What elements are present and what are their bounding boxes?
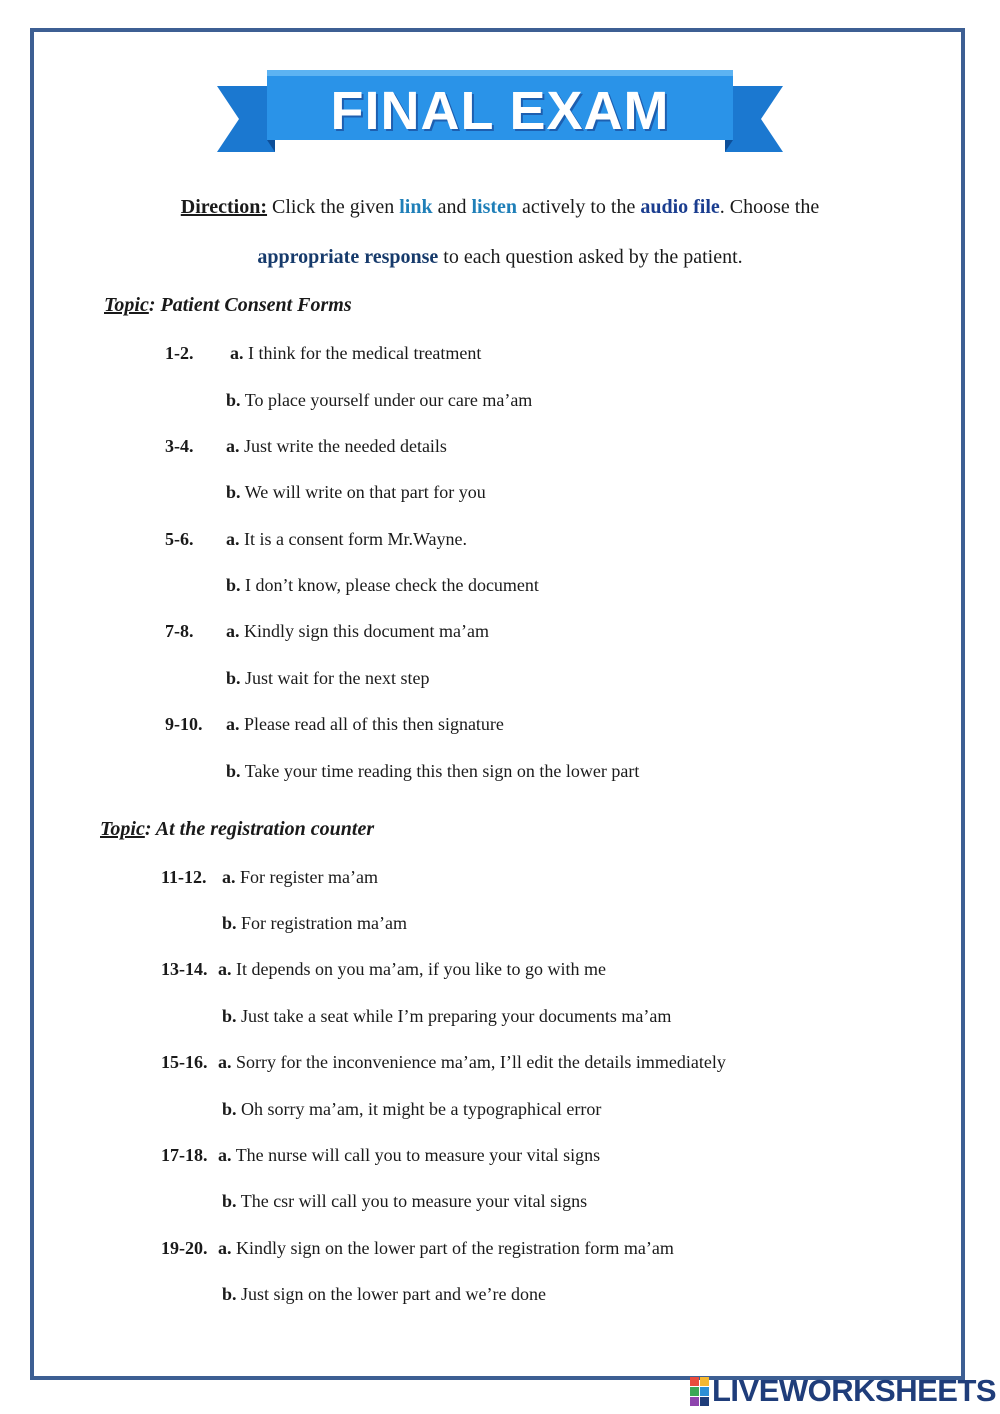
option-text: Just sign on the lower part and we’re done <box>241 1284 546 1304</box>
topic-title: : At the registration counter <box>144 818 375 840</box>
option-text: Take your time reading this then sign on the lower part <box>244 761 640 781</box>
direction-text: and <box>432 196 472 218</box>
option-label: a. <box>218 1238 232 1258</box>
option-label: a. <box>230 343 244 363</box>
option-label: b. <box>226 390 241 410</box>
option-text: Just wait for the next step <box>245 668 430 688</box>
option-b[interactable] <box>222 1005 671 1027</box>
option-a[interactable] <box>226 620 489 642</box>
option-b[interactable] <box>226 760 639 782</box>
question-number: 15-16. <box>161 1052 208 1072</box>
title-banner <box>217 68 783 156</box>
direction-line-1 <box>60 194 940 220</box>
option-label: b. <box>222 1099 237 1119</box>
direction-text: . Choose the <box>719 196 820 218</box>
option-text: The csr will call you to measure your vital signs <box>240 1191 588 1211</box>
option-text: To place yourself under our care ma’am <box>244 390 533 410</box>
topic-label: Topic <box>104 294 149 316</box>
question-number: 1-2. <box>165 343 194 363</box>
question-number: 11-12. <box>161 867 207 887</box>
option-text: Please read all of this then signature <box>244 714 504 734</box>
option-a[interactable] <box>226 713 504 735</box>
question-number: 19-20. <box>161 1238 208 1258</box>
option-label: b. <box>222 1006 237 1026</box>
option-label: b. <box>226 482 241 502</box>
banner-title: FINAL EXAM <box>330 81 670 141</box>
option-a[interactable] <box>226 435 447 457</box>
direction-text: Click the given <box>267 196 400 218</box>
question-number: 13-14. <box>161 959 208 979</box>
option-b[interactable] <box>222 1283 546 1305</box>
question-number: 7-8. <box>165 621 194 641</box>
question-number: 3-4. <box>165 436 194 456</box>
option-a[interactable] <box>218 1144 600 1166</box>
option-label: b. <box>226 668 241 688</box>
direction-label: Direction: <box>180 196 268 218</box>
option-label: b. <box>222 913 237 933</box>
direction-text: actively to the <box>517 196 641 218</box>
option-b[interactable] <box>222 1098 601 1120</box>
option-text: I don’t know, please check the document <box>245 575 539 595</box>
option-a[interactable] <box>226 528 467 550</box>
option-a[interactable] <box>230 342 481 364</box>
question-number: 9-10. <box>165 714 203 734</box>
option-label: a. <box>226 436 240 456</box>
option-label: a. <box>226 714 240 734</box>
option-label: b. <box>222 1191 237 1211</box>
option-b[interactable] <box>226 389 532 411</box>
option-b[interactable] <box>222 1190 587 1212</box>
question-number: 17-18. <box>161 1145 208 1165</box>
option-b[interactable] <box>226 667 429 689</box>
topic-heading-2 <box>100 817 374 841</box>
option-text: Oh sorry ma’am, it might be a typographical error <box>241 1099 602 1119</box>
topic-heading-1 <box>104 293 352 317</box>
liveworksheets-logo[interactable] <box>690 1374 996 1408</box>
direction-text: to each question asked by the patient. <box>438 246 743 268</box>
option-text: It depends on you ma’am, if you like to go with me <box>236 959 606 979</box>
option-b[interactable] <box>226 574 539 596</box>
option-text: For register ma’am <box>240 867 378 887</box>
option-text: Just take a seat while I’m preparing your documents ma’am <box>241 1006 672 1026</box>
topic-title: : Patient Consent Forms <box>148 294 352 316</box>
option-text: The nurse will call you to measure your vital signs <box>235 1145 601 1165</box>
option-label: a. <box>226 621 240 641</box>
option-text: For registration ma’am <box>241 913 407 933</box>
option-a[interactable] <box>218 1051 726 1073</box>
option-b[interactable] <box>226 481 486 503</box>
option-a[interactable] <box>222 866 378 888</box>
option-label: a. <box>222 867 236 887</box>
logo-blocks-icon <box>690 1377 709 1406</box>
topic-label: Topic <box>100 818 145 840</box>
option-text: I think for the medical treatment <box>248 343 482 363</box>
option-b[interactable] <box>222 912 407 934</box>
option-label: b. <box>222 1284 237 1304</box>
option-text: We will write on that part for you <box>244 482 486 502</box>
option-a[interactable] <box>218 1237 674 1259</box>
option-a[interactable] <box>218 958 606 980</box>
option-label: a. <box>218 1052 232 1072</box>
option-label: a. <box>218 1145 232 1165</box>
keyword-appropriate-response: appropriate response <box>257 246 439 268</box>
keyword-listen: listen <box>471 196 518 218</box>
option-label: a. <box>218 959 232 979</box>
option-label: b. <box>226 575 241 595</box>
option-label: b. <box>226 761 241 781</box>
keyword-link: link <box>399 196 433 218</box>
option-text: Kindly sign on the lower part of the registration form ma’am <box>236 1238 674 1258</box>
option-text: Kindly sign this document ma’am <box>244 621 489 641</box>
keyword-audio-file: audio file <box>640 196 720 218</box>
question-number: 5-6. <box>165 529 194 549</box>
option-text: It is a consent form Mr.Wayne. <box>244 529 467 549</box>
logo-text: LIVEWORKSHEETS <box>712 1373 997 1408</box>
option-text: Sorry for the inconvenience ma’am, I’ll edit the details immediately <box>236 1052 726 1072</box>
direction-line-2 <box>60 244 940 270</box>
option-text: Just write the needed details <box>244 436 447 456</box>
option-label: a. <box>226 529 240 549</box>
page-border <box>30 28 965 1380</box>
